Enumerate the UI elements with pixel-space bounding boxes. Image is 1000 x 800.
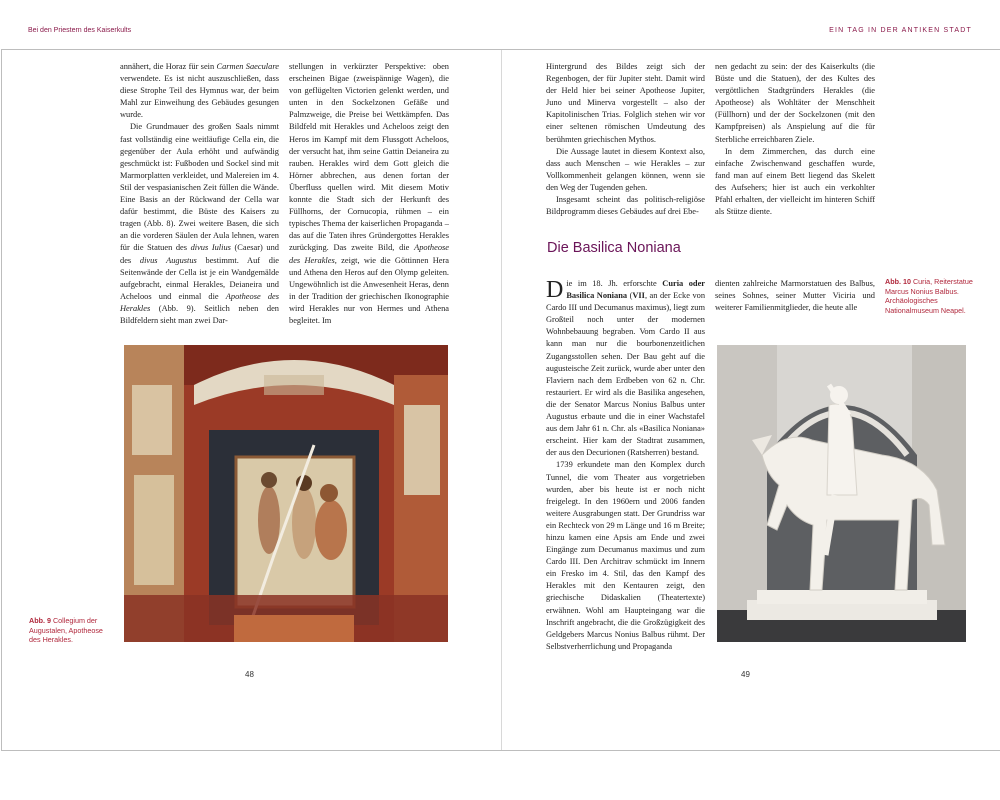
paragraph: Die Aussage lautet in diesem Kontext also, dass auch Menschen – wie Herakles – zur Vollkommenheit gelangen können, wenn sie den Weg der Tugenden gehen. [546, 146, 705, 192]
page-gutter [501, 50, 502, 750]
figure-9-fresco [124, 345, 448, 642]
statue-image [717, 345, 966, 642]
paragraph: 1739 erkundete man den Komplex durch Tunnel, die vom Theater aus vorgetrieben wurden, aber bis heute ist er noch nicht freigelegt. In den 1960ern und 2006 fanden weitere Ausgrabungen statt. Der Grundriss war ein Rechteck von 29 m Länge und 16 m Breite; hinzu kamen eine Apsis am Ende und zwei Eingänge zum Decumanus maximus und zum Cardo III. Den Architrav schmückt im Innern ein Fresko im 4. Stil, das den Kampf des Herakles mit den Kentauren zeigt, den griechische Didaskalien (Theatertexte) erwähnen. Wohl am Haupteingang war die Inschrift angebracht, die die Großzügigkeit des Geldgebers Marcus Nonius Balbus rühmt. Der Selbstverherrlichung und Propaganda [546, 460, 705, 651]
paragraph: Die im 18. Jh. erforschte Curia oder Basilica Noniana (VII, an der Ecke von Cardo III und Decumanus maximus), liegt zum Großteil noch unter der modernen Wohnbebauung begraben. Vom Cardo II aus kann man nur die bourbonenzeitlichen Zugangsstollen sehen. Der Bau geht auf die augusteische Zeit zurück, wurde aber unter den Flaviern nach dem Erdbeben von 62 n. Chr. restauriert. Er wird als die Basilika angesehen, die der Senator Marcus Nonius Balbus unter Augustus erbaute und die in einer Wachstafel aus dem Jahr 61 n. Chr. als «Basilica Noniana» erscheint. Hier kam der Stadtrat zusammen, der aus den Decurionen (Ratsherren) bestand. [546, 277, 706, 458]
right-column-2 [715, 61, 875, 218]
paragraph: In dem Zimmerchen, das durch eine einfache Zwischenwand geschaffen wurde, fand man auf einem Bett liegend das Skelett des Aufsehers; hier ist auch ein verkohlter Pfahl erhalten, der vielleicht im hinteren Schiff als Stütze diente. [715, 146, 875, 217]
figure-10-statue [717, 345, 966, 642]
paragraph: Die Grundmauer des großen Saals nimmt fast vollständig eine weitläufige Cella ein, die gegenüber der Aula erhöht und aufwändig geschmückt ist: Fußboden und Sockel sind mit Marmorplatten verkleidet, und Malereien im 4. Stil der vespasianischen Zeit füllen die Wände. Eine Basis an der Rückwand der Cella war dafür bestimmt, die Büste des Kaisers zu tragen (Abb. 8). Zwei weitere Basen, die sich an die vorderen Säulen der Aula lehnen, waren für die Statuen des divus Iulius (Caesar) und des divus Augustus bestimmt. Auf die Seitenwände der Cella ist je ein Wandgemälde aufgebracht, einmal Herakles, Deianeira und Acheloos und einmal die Apotheose des Herakles (Abb. 9). Seitlich neben den Bildfeldern sieht man zwei Dar- [120, 122, 279, 325]
figure-10-caption [885, 277, 973, 315]
paragraph: nen gedacht zu sein: der des Kaiserkults (die Büste und die Statuen), der des Kultes des vergöttlichen Stadtgründers Herakles (die Apotheose) als Wohltäter der Menschheit (Füllhorn) und der der Sockelzonen (mit den Kampfpreisen) als Anspielung auf die für Sterbliche erreichbaren Ziele. [715, 62, 875, 144]
left-column-2 [289, 61, 449, 327]
section-heading: Die Basilica Noniana [547, 240, 681, 256]
drop-cap: D [546, 277, 564, 303]
figure-9-text: Collegium der Augustalen, Apotheose des Herakles. [29, 616, 103, 644]
paragraph: stellungen in verkürzter Perspektive: oben erscheinen Bigae (zweispännige Wagen), die von geflügelten Victorien gelenkt werden, und unten in den Sockelzonen Gefäße und Palmzweige, die Preise bei Wettkämpfen. Das Bildfeld mit Herakles und Acheloos zeigt den Heros im Kampf mit dem Flussgott Acheloos, der versucht hat, ihm seine Gattin Deianeira zu rauben. Herakles wird dem Gott gleich die Hörner abbrechen, aus denen fortan der Überfluss quellen wird. Mit diesem Motiv konnte die Stadt sich der Herkunft des Füllhorns, der Cornucopia, rühmen – ein typisches Thema der kaiserlichen Propaganda – das auf die Taten ihres Gründergottes Herakles zurückging. Das zweite Bild, die Apotheose des Herakles, zeigt, wie die Göttinnen Hera und Athena den Heros auf den Olymp geleiten. Ungewöhnlich ist die Anwesenheit Heras, denn in der Tradition der griechischen Ikonographie wird Herakles nur von Hermes und Athena begleitet. Im [289, 62, 449, 325]
running-header-left: Bei den Priestern des Kaiserkults [28, 27, 132, 34]
paragraph: dienten zahlreiche Marmorstatuen des Balbus, seines Sohnes, seiner Mutter Viciria und weiterer Familienmitglieder, die heute alle [715, 279, 875, 313]
fresco-image [124, 345, 448, 642]
figure-9-caption [29, 616, 111, 645]
left-column-1 [120, 61, 279, 327]
figure-9-number: Abb. 9 [29, 616, 51, 625]
page-number-left: 48 [245, 670, 254, 679]
figure-10-number: Abb. 10 [885, 277, 911, 286]
figure-10-text: Curia, Reiterstatue Marcus Nonius Balbus. Archäologisches Nationalmuseum Neapel. [885, 277, 973, 315]
right-column-3 [546, 278, 705, 653]
right-column-1 [546, 61, 705, 218]
paragraph: Insgesamt scheint das politisch-religiöse Bildprogramm dieses Gebäudes auf drei Ebe- [546, 195, 705, 217]
page-number-right: 49 [741, 670, 750, 679]
paragraph: Hintergrund des Bildes zeigt sich der Regenbogen, der für Jupiter steht. Damit wird der Held hier bei seiner Apotheose Jupiter, Juno und Minerva vorgestellt – also der Kapitolinischen Trias. Folglich stehen wir vor einer seltenen römischen Umdeutung des berühmten griechischen Mythos. [546, 62, 705, 144]
running-header-right: EIN TAG IN DER ANTIKEN STADT [829, 27, 972, 34]
paragraph: annähert, die Horaz für sein Carmen Saeculare verwendete. Es ist nicht auszuschließen, dass diese Strophe Teil des Hymnus war, der beim Mahl zur Einweihung des Gebäudes gesungen wurde. [120, 62, 279, 120]
right-column-4 [715, 278, 875, 314]
